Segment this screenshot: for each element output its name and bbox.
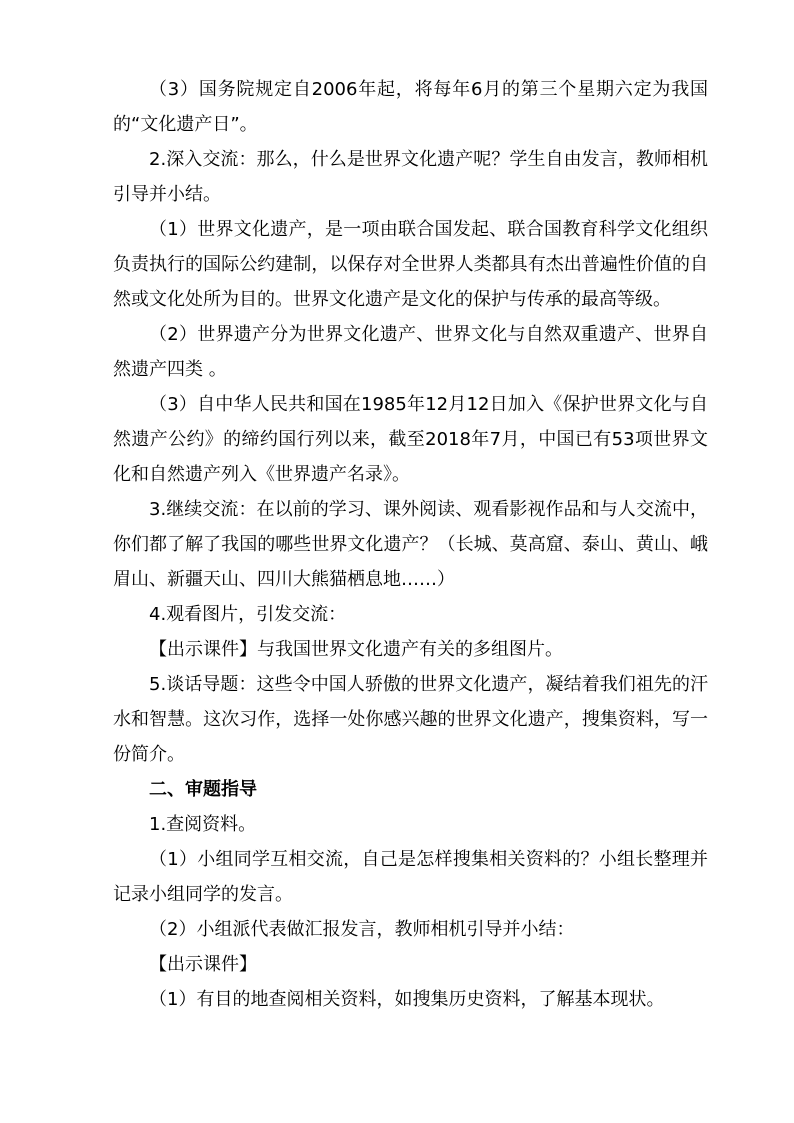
paragraph-heritage-day: （3）国务院规定自2006年起，将每年6月的第三个星期六定为我国的“文化遗产日”。 (113, 79, 708, 135)
document-body (113, 72, 708, 1017)
section-heading-topic-guidance: 二、审题指导 (149, 779, 257, 800)
paragraph-courseware-pictures: 【出示课件】与我国世界文化遗产有关的多组图片。 (149, 639, 563, 660)
paragraph-topic-intro: 5.谈话导题：这些令中国人骄傲的世界文化遗产，凝结着我们祖先的汗水和智慧。这次习作，选择一处你感兴趣的世界文化遗产，搜集资料，写一份简介。 (113, 674, 708, 765)
paragraph-heritage-definition: （1）世界文化遗产，是一项由联合国发起、联合国教育科学文化组织负责执行的国际公约建制，以保存对全世界人类都具有杰出普遍性价值的自然或文化处所为目的。世界文化遗产是文化的保护与传承的最高等级。 (113, 219, 708, 310)
paragraph-courseware-label: 【出示课件】 (149, 954, 257, 975)
paragraph-group-report: （2）小组派代表做汇报发言，教师相机引导并小结： (149, 919, 575, 940)
paragraph-deep-exchange: 2.深入交流：那么，什么是世界文化遗产呢？学生自由发言，教师相机引导并小结。 (113, 149, 708, 205)
paragraph-view-pictures: 4.观看图片，引发交流： (149, 604, 347, 625)
paragraph-purposeful-research: （1）有目的地查阅相关资料，如搜集历史资料，了解基本现状。 (149, 989, 665, 1010)
paragraph-continue-exchange: 3.继续交流：在以前的学习、课外阅读、观看影视作品和与人交流中，你们都了解了我国的哪些世界文化遗产？（长城、莫高窟、泰山、黄山、峨眉山、新疆天山、四川大熊猫栖息地……） (113, 499, 708, 590)
paragraph-heritage-categories: （2）世界遗产分为世界文化遗产、世界文化与自然双重遗产、世界自然遗产四类 。 (113, 324, 708, 380)
paragraph-group-exchange: （1）小组同学互相交流，自己是怎样搜集相关资料的？小组长整理并记录小组同学的发言。 (113, 849, 708, 905)
paragraph-consult-materials: 1.查阅资料。 (149, 814, 257, 835)
paragraph-china-heritage-count: （3）自中华人民共和国在1985年12月12日加入《保护世界文化与自然遗产公约》的缔约国行列以来，截至2018年7月，中国已有53项世界文化和自然遗产列入《世界遗产名录》。 (113, 394, 708, 485)
